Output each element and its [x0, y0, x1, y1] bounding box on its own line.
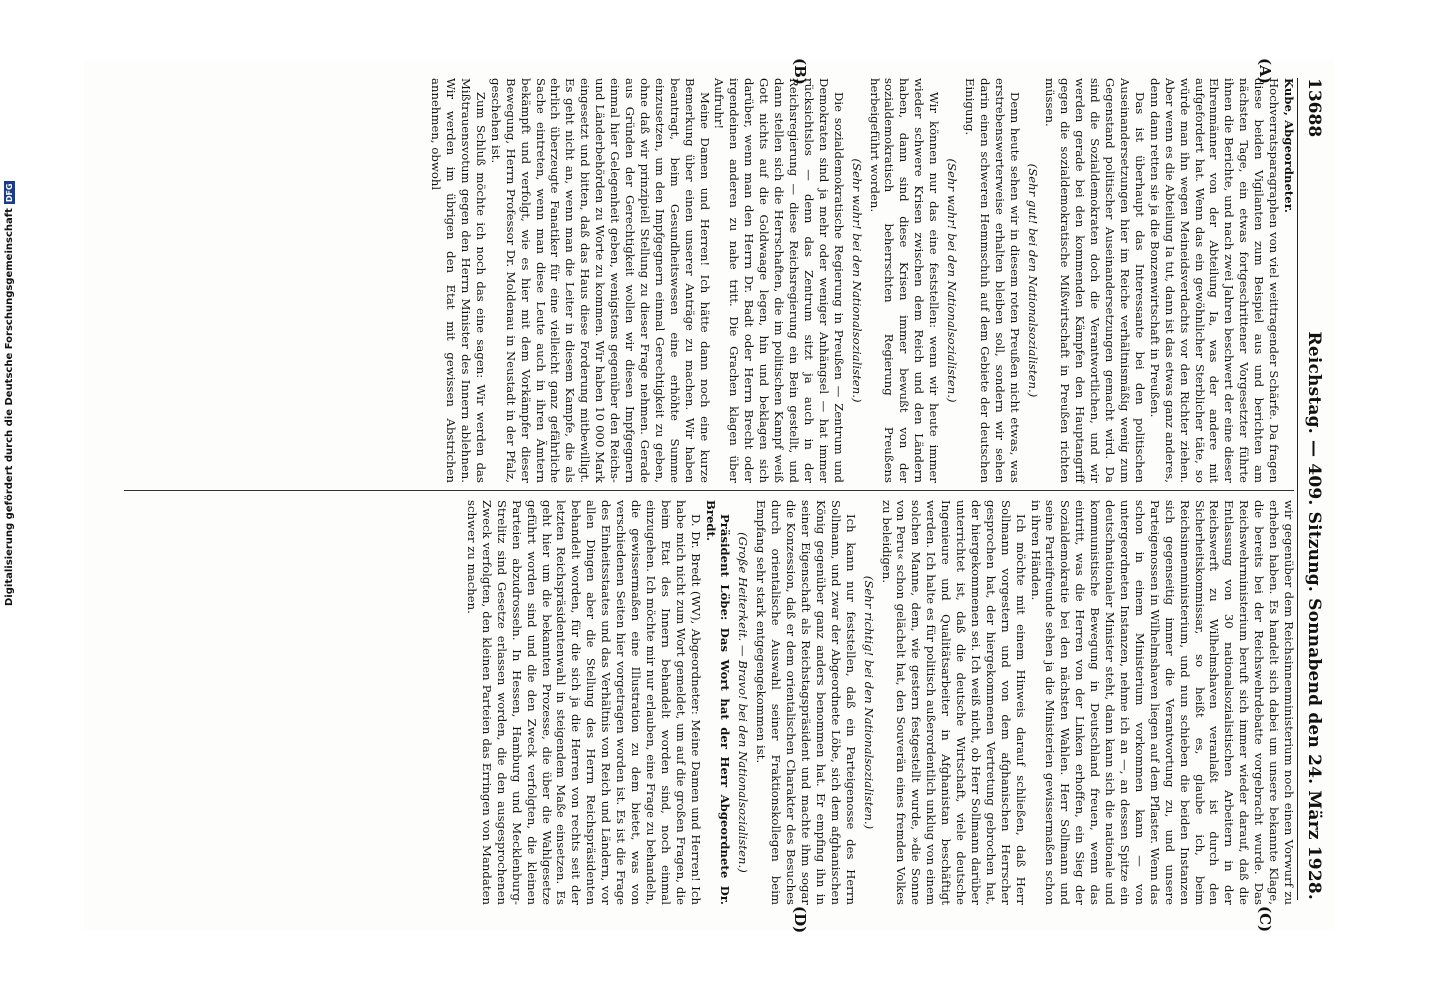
paragraph: Wir können nur das eine feststellen: wenn wir heute immer wieder schwere Krisen zwischen dem Reich und den Ländern haben, dann sind diese Krisen immer bewußt von der sozialdemokratisch beherrschten Regierung Preußens herbeigeführt worden.: [867, 78, 942, 483]
margin-marker-b: (B): [791, 58, 809, 85]
interjection: (Sehr wahr! bei den Nationalsozialisten.): [945, 158, 960, 403]
paragraph: Meine Damen und Herren! Ich hätte dann noch eine kurze Bemerkung über einen unserer Anträge zu machen. Wir haben beantragt, beim Gesundheitswesen eine erhöhte Summe einzusetzen, um den Impfgegnern einmal Gerechtigkeit zu geben, ohne daß wir prinzipiell Stellung zu dieser Frage nehmen. Gerade aus Gründen der Gerechtigkeit wollen wir diesen Impfgegnern einmal hier Gelegenheit geben, wenigstens gegenüber den Reichs- und Länderbehörden zu Worte zu kommen. Wir haben 10 000 Mark eingesetzt und bitten, daß das Haus diese Forderung mitbewilligt. Es geht nicht an, wenn man die Leiter in diesem Kampfe, die als ehrlich überzeugte Fanatiker für eine vielleicht ganz gefährliche Sache eintreten, wenn man diese Leute auch in ihren Ämtern bekämpft und verfolgt, wie es hier mit dem Vorkämpfer dieser Bewegung, Herrn Professor Dr. Moldenau in Neustadt in der Pfalz, geschehen ist.: [488, 78, 712, 483]
margin-marker-a: (A): [1256, 58, 1274, 84]
paragraph: Hochverratsparagraphen von viel weittragender Schärfe. Da fragen diese beiden Vigilanten zum Beispiel aus und berichten am nächsten Tage, ein etwas fortgeschrittener Vorgesetzter führte ihnen die Berichte, und nach zwei Jahren beschwert der eine dieser Ehrenmänner von der Abteilung Ia, was der andere mit aufgefordert hat. Wenn das ein gewöhnlicher Sterblicher täte, so würde man ihn wegen Meineidsverdachts vor den Richter ziehen. Aber wenn es die Abteilung Ia tut, dann ist das etwas ganz anderes, denn dann retten sie ja die Bonzenwirtschaft in Preußen.: [1147, 78, 1282, 483]
interjection: (Sehr gut! bei den Nationalsozialisten.): [1025, 163, 1040, 398]
footer-text: Digitalisierung gefördert durch die Deutsche Forschungsgemeinschaft: [3, 208, 15, 606]
paragraph: wir gegenüber dem Reichsinnenministerium noch einen Vorwurf zu erheben haben. Es handelt sich dabei um unsere bekannte Klage, die bereits bei der Reichswehrdebatte vorgebracht wurde. Das Reichswehrministerium beruft sich immer wieder darauf, daß die Entlassung von 30 nationalsozialistischen Arbeitern in der Reichswerft zu Wilhelmshaven veranlaßt ist durch den Sicherheitskommissar, so heißt es, glaube ich, beim Reichsinnenministerium, und nun schieben die beiden Instanzen sich gegenseitig immer die Verantwortung zu, und unsere Parteigenossen in Wilhelmshaven liegen auf dem Pflaster. Wenn das schon in einem Ministerium vorkommen kann — von untergeordneten Instanzen, nehme ich an —, an dessen Spitze ein deutschnationaler Minister steht, dann kann sich die nationale und kommunistische Bewegung in Deutschland freuen, wenn das eintritt, was die Herren von der Linken erhoffen, ein Sieg der Sozialdemokratie bei den nächsten Wahlen. Herr Sollmann und seine Parteifreunde sehen ja die Ministerien gewissermaßen schon in ihren Händen.: [1028, 500, 1296, 905]
right-column: [464, 500, 1296, 905]
column-divider: [124, 490, 1294, 491]
interjection: (Sehr wahr! bei den Nationalsozialisten.): [849, 158, 864, 403]
paragraph: Denn heute sehen wir in diesem roten Preußen nicht etwas, was erstrebenswerterweise erhalten bleiben soll, sondern wir sehen darin einen schweren Hemmschuh auf dem Gebiete der deutschen Einigung.: [962, 78, 1022, 483]
paragraph: Ich möchte mit einem Hinweis darauf schließen, daß Herr Sollmann vorgestern und von dem afghanischen Herrscher gesprochen hat, der hiergekommenen Vertretung gebrochen hat, der hiergekommenen sei. Ich weiß nicht, ob Herr Sollmann darüber unterrichtet ist, daß die deutsche Wirtschaft, viele deutsche Ingenieure und Qualitätsarbeiter in Afghanistan beschäftigt werden. Ich halte es für politisch außerordentlich unklug von einem solchen Manne, dem, wie gestern festgestellt wurde, »die Sonne von Peru« schon gelächelt hat, den Souverän eines fremden Volkes zu beleidigen.: [879, 500, 1028, 905]
dfg-logo-icon: DFG: [4, 183, 14, 203]
digitization-footer: [2, 183, 16, 606]
paragraph: Ich kann nur feststellen, daß ein Parteigenosse des Herrn Sollmann, und zwar der Abgeordnete Löbe, sich dem afghanischen König gegenüber ganz anders benommen hat. Er empfing ihn in seiner Eigenschaft als Reichstagspräsident und machte ihm sogar die Konzession, daß er dem orientalischen Charakter des Besuches durch orientalische Auswahl seiner Fraktionskollegen beim Empfang sehr stark entgegengekommen ist.: [754, 500, 858, 905]
paragraph: Das ist überhaupt das Interessante bei den politischen Auseinandersetzungen hier im Reiche verhältnismäßig wenig zum Gegenstand politischer Auseinandersetzungen gemacht wird. Da sind die Sozialdemokraten doch die Verantwortlichen, und wir werden gerade bei den kommenden Kämpfen den Hauptangriff gegen die sozialdemokratische Mißwirtschaft in Preußen richten müssen.: [1043, 78, 1147, 483]
left-column: [428, 78, 1296, 483]
interjection: (Große Heiterkeit. — Bravo! bei den Nationalsozialisten.): [736, 532, 751, 873]
paragraph: Zum Schluß möchte ich noch das eine sagen: Wir werden das Mißtrauensvotum gegen den Herrn Minister des Innern ablehnen. Wir werden im übrigen den Etat mit gewissen Abstrichen annehmen, obwohl: [429, 78, 488, 483]
paragraph: Die sozialdemokratische Regierung in Preußen — Zentrum und Demokraten sind ja mehr oder weniger Anhängsel — hat immer rücksichtslos — denn das Zentrum sitzt ja auch in der Reichsregierung — diese Reichsregierung ein Bein gestellt, und dann stellen sich die Herrschaften, die im politischen Kampf weiß Gott nichts auf die Goldwaage legen, hin und beklagen sich darüber, wenn man den Herrn Dr. Badt oder Herrn Brecht oder irgendeinen anderen zu nahe tritt. Die Grachen klagen über Aufruhr!: [712, 78, 846, 483]
margin-marker-c: (C): [1256, 906, 1274, 933]
president-speaker-line: Präsident Löbe: Das Wort hat der Herr Abgeordnete Dr. Bredt.: [703, 500, 733, 905]
margin-marker-d: (D): [791, 906, 809, 934]
page-title: Reichstag. — 409. Sitzung. Sonnabend den 24. März 1928.: [1304, 331, 1324, 900]
rotated-document-page: [84, 58, 1334, 934]
speaker-line: Kube, Abgeordneter.: [1282, 78, 1296, 213]
page-header: [1297, 78, 1326, 900]
interjection: (Sehr richtig! bei den Nationalsozialisten.): [861, 575, 876, 830]
page-number: 13688: [1304, 78, 1324, 138]
paragraph: D. Dr. Bredt (WV), Abgeordneter: Meine Damen und Herren! Ich habe mich nicht zum Wort gemeldet, um auf die großen Fragen, die beim Etat des Innern behandelt worden sind, noch einmal einzugehen. Ich möchte mir nur erlauben, eine Frage zu behandeln, die gewissermaßen eine Illustration zu dem bietet, was von verschiedenen Seiten hier vorgetragen worden ist. Es ist die Frage des Einheitsstaates und das Verhältnis von Reich und Ländern, vor allen Dingen aber die Stellung des Herrn Reichspräsidenten behandelt worden, für die sich ja die Herren von rechts seit der letzten Reichspräsidentenwahl in steigendem Maße einsetzen. Es geht hier um die bekannten Prozesse, die über die Wahlgesetze geführt worden sind und die den Zweck verfolgten, die kleinen Parteien abzudrosseln. In Hessen, Hamburg und Mecklenburg-Strelitz sind Gesetze erlassen worden, die den ausgesprochenen Zweck verfolgten, den kleinen Parteien das Erringen von Mandaten schwer zu machen.: [465, 500, 703, 905]
